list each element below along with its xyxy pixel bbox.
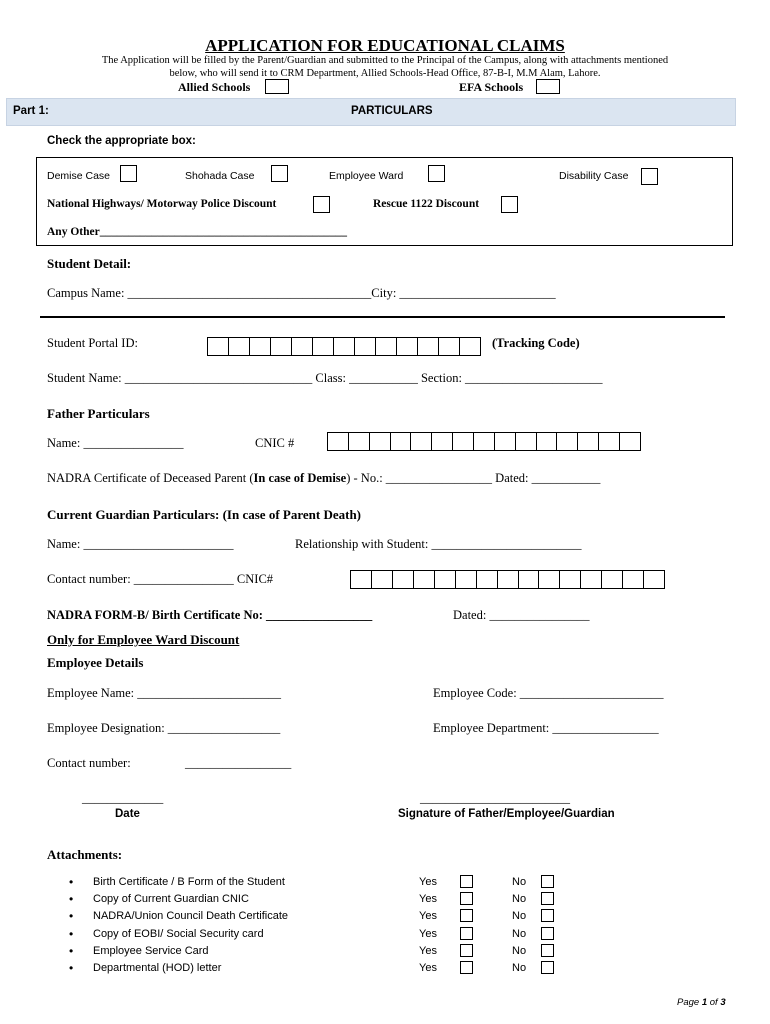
page-number-separator: of — [707, 997, 721, 1008]
father-name-field[interactable]: Name: ________________ — [47, 436, 184, 450]
attachment-no-checkbox[interactable] — [541, 927, 554, 940]
father-cnic-label: CNIC # — [255, 436, 295, 450]
guardian-name-field[interactable]: Name: ________________________ — [47, 537, 234, 551]
nhmp-discount-checkbox[interactable] — [313, 196, 330, 213]
employee-code-field[interactable]: Employee Code: _______________________ — [433, 686, 664, 700]
employee-ward-checkbox[interactable] — [428, 165, 445, 182]
attachment-yes-checkbox[interactable] — [460, 875, 473, 888]
attachment-yes-label: Yes — [419, 893, 437, 906]
student-portal-id-cells[interactable] — [207, 337, 481, 356]
page-number-total: 3 — [720, 997, 726, 1008]
bullet-icon: • — [69, 926, 74, 941]
attachment-no-label: No — [512, 962, 527, 974]
attachment-label: Employee Service Card — [93, 944, 209, 957]
guardian-particulars-heading: Current Guardian Particulars: (In case of Parent Death) — [47, 507, 362, 522]
student-detail-heading: Student Detail: — [47, 256, 132, 271]
father-cnic-cells[interactable] — [327, 432, 641, 451]
any-other-field[interactable]: Any Other___________________________________________ — [47, 226, 347, 238]
attachment-yes-checkbox[interactable] — [460, 961, 473, 974]
employee-designation-field[interactable]: Employee Designation: __________________ — [47, 721, 281, 735]
nadra-text-bold: In case of Demise — [253, 471, 347, 485]
guardian-relationship-field[interactable]: Relationship with Student: ________________________ — [295, 537, 582, 551]
attachment-no-checkbox[interactable] — [541, 961, 554, 974]
attachment-label: Birth Certificate / B Form of the Student — [93, 876, 285, 888]
attachment-yes-label: Yes — [419, 962, 437, 974]
attachment-no-checkbox[interactable] — [541, 944, 554, 957]
part1-title: PARTICULARS — [351, 105, 433, 117]
campus-city-field[interactable]: Campus Name: _______________________________________City: _________________________ — [47, 286, 556, 300]
attachment-yes-label: Yes — [419, 944, 437, 957]
bullet-icon: • — [69, 909, 74, 924]
allied-schools-checkbox[interactable] — [265, 79, 289, 94]
shohada-case-label: Shohada Case — [185, 170, 255, 182]
page-number-prefix: Page — [677, 997, 702, 1008]
attachment-yes-checkbox[interactable] — [460, 927, 473, 940]
nadra-text-post: ) - No.: _________________ Dated: ___________ — [346, 471, 601, 485]
disability-case-label: Disability Case — [559, 170, 629, 182]
attachments-heading: Attachments: — [47, 847, 123, 862]
section-divider — [40, 316, 725, 318]
bullet-icon: • — [69, 961, 74, 975]
intro-line-1: The Application will be filled by the Parent/Guardian and submitted to the Principal of the Campus, along with attachments mentioned — [101, 55, 669, 66]
intro-line-2: below, who will send it to CRM Department, Allied Schools-Head Office, 87-B-I, M.M Alam, Lahore. — [169, 68, 601, 79]
attachment-no-label: No — [512, 876, 527, 888]
student-portal-id-label: Student Portal ID: — [47, 336, 138, 350]
father-particulars-heading: Father Particulars — [47, 406, 150, 421]
page-number — [677, 997, 726, 1008]
attachment-no-label: No — [512, 893, 527, 906]
attachment-label: Departmental (HOD) letter — [93, 962, 222, 974]
allied-schools-label: Allied Schools — [178, 80, 251, 94]
part1-label: Part 1: — [13, 105, 49, 117]
attachment-no-checkbox[interactable] — [541, 875, 554, 888]
attachment-yes-checkbox[interactable] — [460, 892, 473, 905]
employee-ward-only-heading: Only for Employee Ward Discount — [47, 632, 240, 647]
attachment-yes-checkbox[interactable] — [460, 909, 473, 922]
attachment-no-checkbox[interactable] — [541, 909, 554, 922]
disability-case-checkbox[interactable] — [641, 168, 658, 185]
guardian-cnic-cells[interactable] — [350, 570, 665, 589]
demise-case-label: Demise Case — [47, 170, 111, 182]
check-box-heading: Check the appropriate box: — [47, 135, 196, 147]
attachment-yes-checkbox[interactable] — [460, 944, 473, 957]
attachment-yes-label: Yes — [419, 927, 437, 940]
student-name-class-section-field[interactable]: Student Name: ______________________________ Class: ___________ Section: ______________________ — [47, 371, 603, 385]
page-number-current: 1 — [701, 997, 708, 1008]
rescue-1122-label: Rescue 1122 Discount — [373, 198, 480, 210]
attachment-no-label: No — [512, 944, 527, 957]
date-line[interactable]: _____________ — [82, 791, 164, 805]
bullet-icon: • — [69, 943, 74, 958]
employee-contact-field[interactable]: _________________ — [185, 756, 292, 770]
efa-schools-label: EFA Schools — [459, 80, 524, 94]
employee-name-field[interactable]: Employee Name: _______________________ — [47, 686, 281, 700]
attachment-yes-label: Yes — [419, 910, 437, 923]
nhmp-discount-label: National Highways/ Motorway Police Discount — [47, 198, 277, 210]
employee-contact-label: Contact number: — [47, 756, 131, 770]
attachment-label: NADRA/Union Council Death Certificate — [93, 910, 289, 923]
attachment-no-checkbox[interactable] — [541, 892, 554, 905]
efa-schools-checkbox[interactable] — [536, 79, 560, 94]
tracking-code-label: (Tracking Code) — [492, 336, 580, 350]
rescue-1122-checkbox[interactable] — [501, 196, 518, 213]
attachment-no-label: No — [512, 910, 527, 923]
employee-department-field[interactable]: Employee Department: _________________ — [433, 721, 659, 735]
bullet-icon: • — [69, 875, 74, 889]
nadra-text-pre: NADRA Certificate of Deceased Parent ( — [47, 471, 254, 485]
formb-birth-certificate-field[interactable]: NADRA FORM-B/ Birth Certificate No: _________________ — [47, 608, 373, 622]
date-label: Date — [115, 808, 140, 820]
page-title: APPLICATION FOR EDUCATIONAL CLAIMS — [205, 36, 565, 55]
attachment-no-label: No — [512, 927, 527, 940]
nadra-deceased-certificate-field[interactable] — [47, 471, 600, 486]
attachment-label: Copy of Current Guardian CNIC — [93, 893, 249, 906]
attachment-yes-label: Yes — [419, 876, 437, 888]
demise-case-checkbox[interactable] — [120, 165, 137, 182]
formb-dated-field[interactable]: Dated: ________________ — [453, 608, 590, 622]
employee-ward-label: Employee Ward — [329, 170, 404, 182]
shohada-case-checkbox[interactable] — [271, 165, 288, 182]
signature-label: Signature of Father/Employee/Guardian — [398, 808, 615, 820]
guardian-contact-field[interactable]: Contact number: ________________ CNIC# — [47, 572, 274, 586]
bullet-icon: • — [69, 892, 74, 907]
attachment-label: Copy of EOBI/ Social Security card — [93, 927, 264, 940]
employee-details-heading: Employee Details — [47, 655, 144, 670]
signature-line[interactable]: ________________________ — [420, 791, 570, 805]
